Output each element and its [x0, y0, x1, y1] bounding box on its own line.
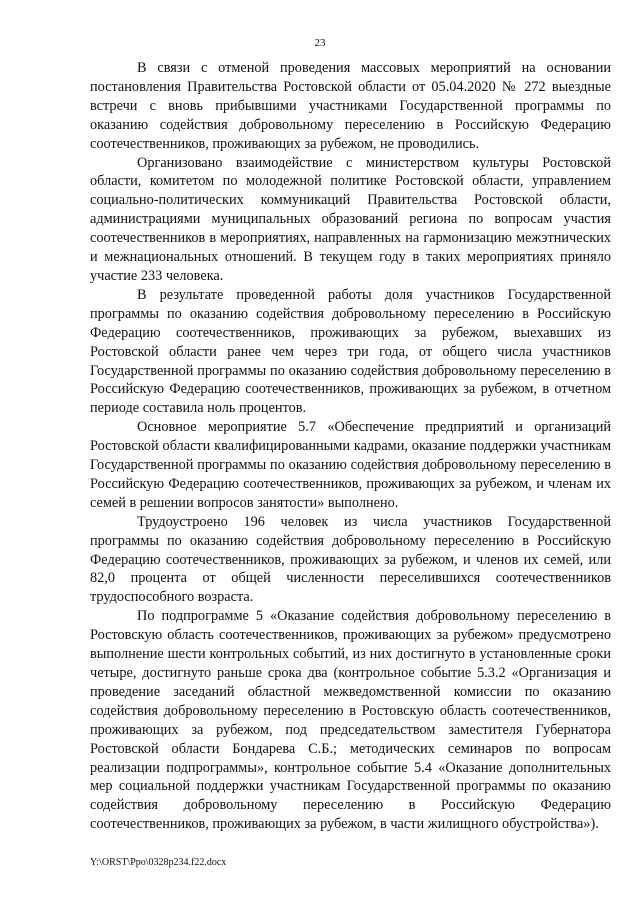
- document-body: [90, 59, 611, 834]
- paragraph-event-cancellation: В связи с отменой проведения массовых мероприятий на основании постановления Правительства Ростовской области от 05.04.2020 № 272 выездные встречи с вновь прибывшими участниками Государственной программы по оказанию содействия добровольному переселению в Российскую Федерацию соотечественников, проживающих за рубежом, не проводились.: [90, 60, 611, 152]
- paragraph-subprogram: По подпрограмме 5 «Оказание содействия добровольному переселению в Ростовскую область соотечественников, проживающих за рубежом» предусмотрено выполнение шести контрольных событий, из них достигнуто в установленные сроки четыре, достигнуто раньше срока два (контрольное событие 5.3.2 «Организация и проведение заседаний областной межведомственной комиссии по оказанию содействия добровольному переселению в Ростовскую область соотечественников, проживающих за рубежом, под председательством заместителя Губернатора Ростовской области Бондарева С.Б.; методических семинаров по вопросам реализации подпрограммы», контрольное событие 5.4 «Оказание дополнительных мер социальной поддержки участникам Государственной программы по оказанию содействия добровольному переселению в Российскую Федерацию соотечественников, проживающих за рубежом, в части жилищного обустройства»).: [90, 608, 611, 833]
- paragraph-departure-share: В результате проведенной работы доля участников Государственной программы по оказанию содействия добровольному переселению в Российскую Федерацию соотечественников, проживающих за рубежом, выехавших из Ростовской области ранее чем через три года, от общего числа участников Государственной программы по оказанию содействия добровольному переселению в Российскую Федерацию соотечественников, проживающих за рубежом, в отчетном периоде составила ноль процентов.: [90, 286, 611, 417]
- page-number: 23: [314, 37, 326, 49]
- footer-file-path: Y:\ORST\Ppo\0328p234.f22.docx: [90, 857, 227, 868]
- paragraph-interaction: Организовано взаимодействие с министерством культуры Ростовской области, комитетом по молодежной политике Ростовской области, управлением социально-политических коммуникаций Правительства Ростовской области, администрациями муниципальных образований региона по вопросам участия соотечественников в мероприятиях, направленных на гармонизацию межэтнических и межнациональных отношений. В текущем году в таких мероприятиях приняло участие 233 человека.: [90, 154, 611, 284]
- paragraph-main-measure: Основное мероприятие 5.7 «Обеспечение предприятий и организаций Ростовской области квалифицированными кадрами, оказание поддержки участникам Государственной программы по оказанию содействия добровольному переселению в Российскую Федерацию соотечественников, проживающих за рубежом, и членам их семей в решении вопросов занятости» выполнено.: [90, 419, 611, 511]
- paragraph-employment: Трудоустроено 196 человек из числа участников Государственной программы по оказанию содействия добровольному переселению в Российскую Федерацию соотечественников, проживающих за рубежом, и членов их семей, или 82,0 процента от общей численности переселившихся соотечественников трудоспособного возраста.: [90, 513, 611, 606]
